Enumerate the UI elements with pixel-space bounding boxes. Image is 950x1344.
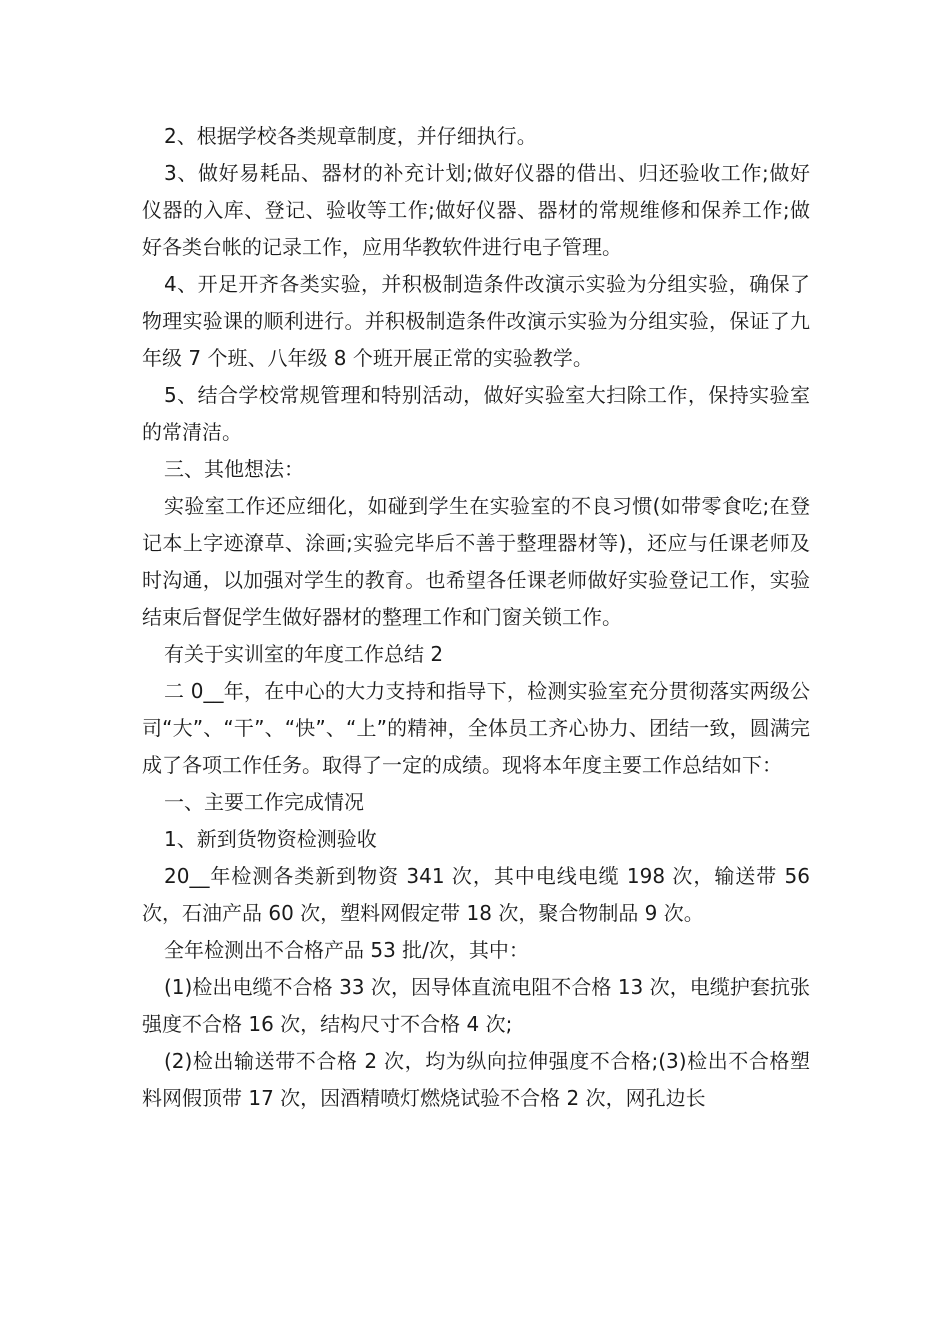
paragraph-consumables: 3、做好易耗品、器材的补充计划;做好仪器的借出、归还验收工作;做好仪器的入库、登记、验收等工作;做好仪器、器材的常规维修和保养工作;做好各类台帐的记录工作，应用华教软件进行电子管理。: [142, 161, 810, 259]
subheading-inspection: 1、新到货物资检测验收: [164, 827, 377, 851]
document-page: [142, 118, 810, 1117]
paragraph-experiments: 4、开足开齐各类实验，并积极制造条件改演示实验为分组实验，确保了物理实验课的顺利进行。并积极制造条件改演示实验为分组实验，保证了九年级 7 个班、八年级 8 个班开展正常的实验教学。: [142, 272, 810, 370]
paragraph-cleaning: 5、结合学校常规管理和特别活动，做好实验室大扫除工作，保持实验室的常清洁。: [142, 383, 810, 444]
paragraph-inspection-counts: 20__年检测各类新到物资 341 次，其中电线电缆 198 次，输送带 56 次，石油产品 60 次，塑料网假定带 18 次，聚合物制品 9 次。: [142, 864, 810, 925]
section-heading-other-thoughts: 三、其他想法：: [164, 457, 304, 481]
paragraph-nonconforming: 全年检测出不合格产品 53 批/次，其中：: [164, 938, 529, 962]
paragraph-belt-failures: (2)检出输送带不合格 2 次，均为纵向拉伸强度不合格;(3)检出不合格塑料网假顶带 17 次，因酒精喷灯燃烧试验不合格 2 次，网孔边长: [142, 1049, 810, 1110]
paragraph-other-thoughts: 实验室工作还应细化，如碰到学生在实验室的不良习惯(如带零食吃;在登记本上字迹潦草、涂画;实验完毕后不善于整理器材等)，还应与任课老师及时沟通，以加强对学生的教育。也希望各任课老师做好实验登记工作，实验结束后督促学生做好器材的整理工作和门窗关锁工作。: [142, 494, 810, 629]
section-heading-main-work: 一、主要工作完成情况: [164, 790, 364, 814]
document-title-2: 有关于实训室的年度工作总结 2: [164, 642, 444, 666]
paragraph-cable-failures: (1)检出电缆不合格 33 次，因导体直流电阻不合格 13 次，电缆护套抗张强度不合格 16 次，结构尺寸不合格 4 次;: [142, 975, 810, 1036]
paragraph-intro: 二 0__年，在中心的大力支持和指导下，检测实验室充分贯彻落实两级公司“大”、“干”、“快”、“上”的精神，全体员工齐心协力、团结一致，圆满完成了各项工作任务。取得了一定的成绩。现将本年度主要工作总结如下：: [142, 679, 810, 777]
paragraph-rules: 2、根据学校各类规章制度，并仔细执行。: [164, 124, 537, 148]
